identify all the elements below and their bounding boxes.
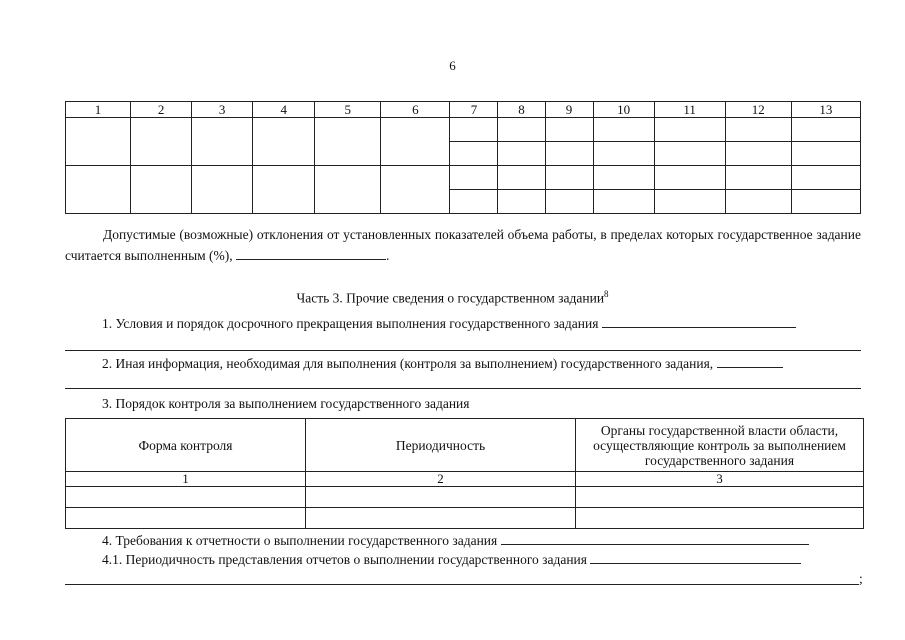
deviation-blank-field[interactable] bbox=[236, 248, 386, 260]
table-cell bbox=[576, 508, 864, 529]
table-cell bbox=[131, 118, 192, 166]
item1-label: 1. Условия и порядок досрочного прекращения выполнения государственного задания bbox=[102, 316, 599, 331]
table-cell bbox=[593, 118, 654, 142]
table-cell bbox=[253, 166, 315, 214]
table-cell bbox=[593, 142, 654, 166]
item3: 3. Порядок контроля за выполнением государственного задания bbox=[102, 396, 470, 411]
table-cell bbox=[131, 166, 192, 214]
authorities-header: Органы государственной власти области, осуществляющие контроль за выполнением государственного задания bbox=[576, 419, 864, 472]
item1 bbox=[102, 316, 796, 332]
control-table bbox=[65, 418, 864, 529]
column-number: 3 bbox=[192, 102, 253, 118]
table-cell bbox=[498, 142, 545, 166]
item2-blank-field[interactable] bbox=[717, 356, 783, 368]
column-number: 9 bbox=[545, 102, 593, 118]
table-cell bbox=[253, 118, 315, 166]
end-mark: ; bbox=[859, 571, 863, 586]
table-cell bbox=[791, 166, 860, 190]
column-number: 2 bbox=[131, 102, 192, 118]
deviation-end: . bbox=[386, 248, 390, 263]
table-cell bbox=[498, 190, 545, 214]
table-cell bbox=[791, 142, 860, 166]
item2 bbox=[102, 356, 783, 372]
table-cell bbox=[593, 166, 654, 190]
table-row bbox=[66, 487, 864, 508]
column-number: 5 bbox=[315, 102, 381, 118]
control-header-row bbox=[66, 419, 864, 472]
table-cell bbox=[192, 118, 253, 166]
item4-label: 4. Требования к отчетности о выполнении государственного задания bbox=[102, 533, 498, 548]
table-cell bbox=[381, 166, 450, 214]
item4-1-label: 4.1. Периодичность представления отчетов о выполнении государственного задания bbox=[102, 552, 587, 567]
table-cell bbox=[306, 487, 576, 508]
table-cell bbox=[381, 118, 450, 166]
table-cell bbox=[654, 142, 725, 166]
table-cell bbox=[545, 142, 593, 166]
item4-1-blank-field[interactable] bbox=[590, 552, 801, 564]
table-cell bbox=[593, 190, 654, 214]
table-cell bbox=[498, 166, 545, 190]
control-form-header: Форма контроля bbox=[66, 419, 306, 472]
periodicity-header: Периодичность bbox=[306, 419, 576, 472]
table-cell bbox=[654, 166, 725, 190]
column-number: 2 bbox=[306, 472, 576, 487]
table-cell bbox=[66, 487, 306, 508]
item2-continuation-line[interactable] bbox=[65, 388, 861, 389]
column-number: 3 bbox=[576, 472, 864, 487]
column-number: 10 bbox=[593, 102, 654, 118]
table-row bbox=[66, 118, 861, 142]
column-number: 1 bbox=[66, 102, 131, 118]
table-cell bbox=[450, 166, 498, 190]
item1-continuation-line[interactable] bbox=[65, 350, 861, 351]
column-number: 1 bbox=[66, 472, 306, 487]
table-cell bbox=[791, 118, 860, 142]
table-row bbox=[66, 508, 864, 529]
table-cell bbox=[66, 118, 131, 166]
table-cell bbox=[545, 190, 593, 214]
column-number: 4 bbox=[253, 102, 315, 118]
table-cell bbox=[576, 487, 864, 508]
table-cell bbox=[725, 118, 791, 142]
table-cell bbox=[498, 118, 545, 142]
part3-title: Часть 3. Прочие сведения о государственном задании bbox=[296, 290, 605, 306]
table-cell bbox=[725, 166, 791, 190]
item4-1 bbox=[102, 552, 801, 568]
column-number: 7 bbox=[450, 102, 498, 118]
control-number-row bbox=[66, 472, 864, 487]
item1-blank-field[interactable] bbox=[602, 316, 796, 328]
table-cell bbox=[450, 190, 498, 214]
footnote-marker: 8 bbox=[604, 289, 609, 299]
table-cell bbox=[450, 118, 498, 142]
column-number: 12 bbox=[725, 102, 791, 118]
table-cell bbox=[654, 190, 725, 214]
deviation-text: Допустимые (возможные) отклонения от установленных показателей объема работы, в пределах которых государственное задание считается выполненным (%), bbox=[65, 227, 861, 263]
table-cell bbox=[315, 166, 381, 214]
table-cell bbox=[306, 508, 576, 529]
table-cell bbox=[192, 166, 253, 214]
indicators-table bbox=[65, 101, 861, 214]
item4-blank-field[interactable] bbox=[501, 533, 809, 545]
table-cell bbox=[725, 190, 791, 214]
table-cell bbox=[545, 166, 593, 190]
table-cell bbox=[791, 190, 860, 214]
item4 bbox=[102, 533, 809, 549]
table-cell bbox=[66, 166, 131, 214]
column-number: 8 bbox=[498, 102, 545, 118]
column-number: 13 bbox=[791, 102, 860, 118]
table-cell bbox=[725, 142, 791, 166]
table-cell bbox=[315, 118, 381, 166]
deviation-paragraph bbox=[65, 224, 861, 266]
indicators-header-row bbox=[66, 102, 861, 118]
column-number: 6 bbox=[381, 102, 450, 118]
column-number: 11 bbox=[654, 102, 725, 118]
item4-1-continuation-line[interactable] bbox=[65, 584, 859, 585]
item2-label: 2. Иная информация, необходимая для выполнения (контроля за выполнением) государственного задания, bbox=[102, 356, 714, 371]
table-cell bbox=[66, 508, 306, 529]
table-row bbox=[66, 166, 861, 190]
table-cell bbox=[654, 118, 725, 142]
page-number: 6 bbox=[449, 58, 456, 73]
table-cell bbox=[545, 118, 593, 142]
part3-heading bbox=[0, 289, 905, 307]
table-cell bbox=[450, 142, 498, 166]
